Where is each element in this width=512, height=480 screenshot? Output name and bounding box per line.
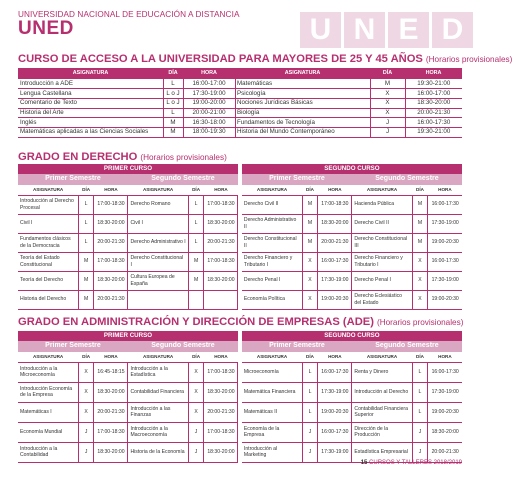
- subject-cell: Economía de la Empresa: [242, 422, 302, 442]
- table-cell: 16:00-17:00: [405, 89, 462, 99]
- subject-cell: Renta y Dinero: [352, 362, 412, 382]
- table-cell: J: [370, 127, 405, 137]
- day-cell: X: [188, 402, 204, 422]
- subject-cell: Economía Política: [242, 290, 302, 309]
- subject-cell: Derecho Financiero y Tributario I: [242, 252, 302, 271]
- time-cell: 17:00-18:30: [94, 195, 128, 214]
- col-header: DÍA: [370, 68, 405, 79]
- subject-cell: Introducción a la Contabilidad: [18, 442, 78, 462]
- subject-cell: Derecho Administrativo II: [242, 214, 302, 233]
- table-cell: 16:00-17:30: [405, 118, 462, 128]
- subject-cell: Derecho Constitucional III: [352, 233, 412, 252]
- subject-cell: Derecho Penal I: [242, 271, 302, 290]
- table-cell: L o J: [163, 89, 183, 99]
- table-row: [18, 79, 462, 89]
- col-header: HORA: [204, 185, 238, 195]
- subject-cell: Derecho Romano: [128, 195, 188, 214]
- time-cell: 18:30-20:00: [204, 271, 238, 290]
- table-cell: 16:30-18:00: [183, 118, 235, 128]
- subject-cell: Derecho Civil II: [352, 214, 412, 233]
- subject-cell: Introducción al Derecho Procesal: [18, 195, 78, 214]
- table-cell: Comentario de Texto: [18, 98, 163, 108]
- subject-cell: Derecho Constitucional II: [242, 233, 302, 252]
- time-cell: 16:45-18:15: [94, 362, 128, 382]
- semester-label: Segundo Semestre: [352, 341, 462, 352]
- table-cell: Psicología: [235, 89, 370, 99]
- semester-label: Primer Semestre: [242, 341, 352, 352]
- day-cell: X: [302, 290, 318, 309]
- time-cell: 18:30-20:00: [94, 382, 128, 402]
- table-cell: X: [370, 89, 405, 99]
- time-cell: 18:30-20:00: [204, 382, 238, 402]
- day-cell: M: [302, 233, 318, 252]
- day-cell: X: [302, 271, 318, 290]
- semester-label: Primer Semestre: [18, 174, 128, 185]
- day-cell: L: [188, 233, 204, 252]
- day-cell: X: [188, 362, 204, 382]
- table-row: [18, 290, 462, 309]
- subject-cell: Contabilidad Financiera Superior: [352, 402, 412, 422]
- day-cell: X: [412, 290, 428, 309]
- time-cell: 18:30-20:00: [204, 442, 238, 462]
- table-cell: 18:00-19:30: [183, 127, 235, 137]
- table-row: [18, 422, 462, 442]
- day-cell: X: [78, 402, 94, 422]
- time-cell: 18:30-20:00: [318, 214, 352, 233]
- time-cell: 18:30-20:00: [94, 442, 128, 462]
- col-header: DÍA: [412, 352, 428, 362]
- table-row: [18, 108, 462, 118]
- day-cell: X: [412, 271, 428, 290]
- table-cell: J: [370, 118, 405, 128]
- table-cell: 18:30-20:00: [405, 98, 462, 108]
- ade-table: [18, 331, 462, 463]
- day-cell: L: [302, 402, 318, 422]
- logo-letter: N: [344, 12, 385, 48]
- day-cell: M: [78, 252, 94, 271]
- table-cell: Matemáticas: [235, 79, 370, 89]
- table-cell: 20:00-21:30: [405, 108, 462, 118]
- subject-cell: Historia de la Economía: [128, 442, 188, 462]
- table-row: [18, 214, 462, 233]
- day-cell: M: [78, 290, 94, 309]
- day-cell: X: [78, 382, 94, 402]
- ade-title: [18, 316, 463, 328]
- ade-subtitle: (Horarios provisionales): [376, 318, 464, 327]
- time-cell: 18:30-20:00: [428, 422, 462, 442]
- table-row: [18, 127, 462, 137]
- subject-cell: Introducción al Marketing: [242, 442, 302, 462]
- time-cell: 16:00-17:30: [318, 252, 352, 271]
- time-cell: 19:00-20:30: [428, 290, 462, 309]
- subject-cell: Matemáticas I: [18, 402, 78, 422]
- subject-cell: [128, 290, 188, 309]
- table-cell: Matemáticas aplicadas a las Ciencias Sociales: [18, 127, 163, 137]
- semester-header-row: [18, 174, 462, 185]
- access-title: [18, 53, 512, 65]
- time-cell: 16:00-17:30: [428, 362, 462, 382]
- page-footer: [361, 460, 462, 466]
- logo-letter: E: [388, 12, 429, 48]
- subject-cell: Civil I: [18, 214, 78, 233]
- table-cell: 20:00-21:00: [183, 108, 235, 118]
- table-cell: 17:30-19:00: [183, 89, 235, 99]
- col-header: DÍA: [188, 352, 204, 362]
- derecho-title: [18, 151, 227, 163]
- time-cell: 20:00-21:30: [204, 402, 238, 422]
- day-cell: J: [188, 422, 204, 442]
- table-cell: M: [370, 79, 405, 89]
- subject-cell: Derecho Constitucional I: [128, 252, 188, 271]
- time-cell: 19:00-20:30: [318, 402, 352, 422]
- day-cell: J: [78, 442, 94, 462]
- col-header: DÍA: [78, 352, 94, 362]
- day-cell: L: [412, 362, 428, 382]
- table-cell: M: [163, 118, 183, 128]
- table-cell: 16:00-17:00: [183, 79, 235, 89]
- access-table: [18, 68, 462, 138]
- day-cell: M: [188, 271, 204, 290]
- table-cell: Historia del Mundo Contemporáneo: [235, 127, 370, 137]
- course-label: PRIMER CURSO: [18, 331, 238, 341]
- col-header: HORA: [94, 352, 128, 362]
- page-number: 15: [360, 460, 368, 466]
- time-cell: 18:30-20:00: [94, 271, 128, 290]
- subject-cell: Hacienda Pública: [352, 195, 412, 214]
- table-cell: Introducción a ADE: [18, 79, 163, 89]
- table-row: [18, 233, 462, 252]
- table-row: [18, 362, 462, 382]
- day-cell: L: [188, 195, 204, 214]
- footer-text: CURSOS Y TALLERES 2018/2019: [369, 460, 462, 466]
- col-header: ASIGNATURA: [242, 352, 302, 362]
- subject-cell: Derecho Civil II: [242, 195, 302, 214]
- subject-cell: Introducción Economía de la Empresa: [18, 382, 78, 402]
- subject-cell: Derecho Eclesiástico del Estado: [352, 290, 412, 309]
- semester-label: Segundo Semestre: [352, 174, 462, 185]
- subject-cell: Fundamentos clásicos de la Democracia: [18, 233, 78, 252]
- column-header-row: [18, 352, 462, 362]
- col-header: ASIGNATURA: [18, 352, 78, 362]
- course-label: SEGUNDO CURSO: [242, 164, 462, 174]
- time-cell: 18:30-20:00: [204, 214, 238, 233]
- table-cell: L: [163, 108, 183, 118]
- access-title-text: CURSO DE ACCESO A LA UNIVERSIDAD PARA MAYORES DE 25 Y 45 AÑOS: [18, 53, 423, 65]
- subject-cell: Introducción a las Finanzas: [128, 402, 188, 422]
- semester-label: Primer Semestre: [18, 341, 128, 352]
- time-cell: 20:00-21:30: [94, 290, 128, 309]
- semester-label: Segundo Semestre: [128, 174, 238, 185]
- col-header: DÍA: [302, 352, 318, 362]
- table-row: [18, 382, 462, 402]
- table-row: [18, 271, 462, 290]
- header-acronym: UNED: [18, 18, 74, 39]
- table-cell: Nociones Jurídicas Básicas: [235, 98, 370, 108]
- time-cell: 19:00-20:30: [428, 402, 462, 422]
- col-header: HORA: [94, 185, 128, 195]
- subject-cell: Introducción a la Macroeconomía: [128, 422, 188, 442]
- table-cell: L o J: [163, 98, 183, 108]
- time-cell: 17:00-18:30: [318, 195, 352, 214]
- logo-letter: U: [300, 12, 341, 48]
- derecho-subtitle: (Horarios provisionales): [140, 153, 227, 162]
- day-cell: L: [78, 214, 94, 233]
- time-cell: 16:00-17:30: [428, 252, 462, 271]
- logo-letter: D: [432, 12, 473, 48]
- day-cell: L: [302, 362, 318, 382]
- table-cell: Inglés: [18, 118, 163, 128]
- col-header: HORA: [204, 352, 238, 362]
- time-cell: 17:30-19:00: [318, 442, 352, 462]
- col-header: ASIGNATURA: [242, 185, 302, 195]
- subject-cell: Teoría del Derecho: [18, 271, 78, 290]
- col-header: DÍA: [78, 185, 94, 195]
- table-row: [18, 402, 462, 422]
- course-label: SEGUNDO CURSO: [242, 331, 462, 341]
- course-header-row: [18, 164, 462, 174]
- time-cell: 19:00-20:30: [428, 233, 462, 252]
- day-cell: X: [412, 252, 428, 271]
- access-subtitle: (Horarios provisionales): [425, 55, 512, 64]
- subject-cell: Economía Mundial: [18, 422, 78, 442]
- col-header: DÍA: [188, 185, 204, 195]
- subject-cell: Contabilidad Financiera: [128, 382, 188, 402]
- day-cell: L: [78, 195, 94, 214]
- col-header: DÍA: [412, 185, 428, 195]
- time-cell: 20:00-21:30: [94, 402, 128, 422]
- col-header: ASIGNATURA: [18, 185, 78, 195]
- subject-cell: Cultura Europea de España: [128, 271, 188, 290]
- time-cell: 17:30-19:00: [428, 382, 462, 402]
- table-cell: X: [370, 108, 405, 118]
- day-cell: J: [412, 422, 428, 442]
- derecho-table: [18, 164, 462, 310]
- day-cell: X: [78, 362, 94, 382]
- time-cell: 20:00-21:30: [204, 233, 238, 252]
- time-cell: 17:30-19:00: [318, 271, 352, 290]
- col-header: ASIGNATURA: [235, 68, 370, 79]
- course-header-row: [18, 331, 462, 341]
- table-row: [18, 89, 462, 99]
- col-header: ASIGNATURA: [18, 68, 163, 79]
- time-cell: 17:30-19:00: [428, 271, 462, 290]
- day-cell: M: [188, 252, 204, 271]
- time-cell: 17:00-18:30: [204, 362, 238, 382]
- day-cell: J: [302, 442, 318, 462]
- table-row: [18, 98, 462, 108]
- col-header: HORA: [405, 68, 462, 79]
- table-cell: Fundamentos de Tecnología: [235, 118, 370, 128]
- subject-cell: Derecho Financiero y Tributario I: [352, 252, 412, 271]
- day-cell: X: [302, 252, 318, 271]
- ade-title-text: GRADO EN ADMINISTRACIÓN Y DIRECCIÓN DE EMPRESAS (ADE): [18, 316, 374, 328]
- subject-cell: Introducción a la Microeconomía: [18, 362, 78, 382]
- semester-header-row: [18, 341, 462, 352]
- table-cell: X: [370, 98, 405, 108]
- subject-cell: Teoría del Estado Constitucional: [18, 252, 78, 271]
- subject-cell: Microeconomía: [242, 362, 302, 382]
- time-cell: [204, 290, 238, 309]
- time-cell: 20:00-21:30: [94, 233, 128, 252]
- table-cell: Historia del Arte: [18, 108, 163, 118]
- uned-logo: [300, 12, 473, 48]
- table-cell: Biología: [235, 108, 370, 118]
- table-row: [18, 118, 462, 128]
- table-row: [18, 252, 462, 271]
- subject-cell: Civil I: [128, 214, 188, 233]
- col-header: HORA: [183, 68, 235, 79]
- time-cell: 17:30-19:00: [428, 214, 462, 233]
- time-cell: 16:00-17:30: [318, 362, 352, 382]
- day-cell: J: [302, 422, 318, 442]
- table-cell: 19:30-21:00: [405, 79, 462, 89]
- subject-cell: Derecho Administrativo I: [128, 233, 188, 252]
- time-cell: 17:00-18:30: [94, 252, 128, 271]
- col-header: ASIGNATURA: [352, 352, 412, 362]
- time-cell: 20:00-21:30: [318, 233, 352, 252]
- day-cell: X: [188, 382, 204, 402]
- divider: [18, 137, 462, 138]
- day-cell: L: [188, 214, 204, 233]
- col-header: DÍA: [302, 185, 318, 195]
- col-header: HORA: [318, 352, 352, 362]
- access-header-row: [18, 68, 462, 79]
- time-cell: 17:30-19:00: [318, 382, 352, 402]
- subject-cell: Matemáticas II: [242, 402, 302, 422]
- subject-cell: Matemática Financiera: [242, 382, 302, 402]
- day-cell: [188, 290, 204, 309]
- time-cell: 16:00-17:30: [428, 195, 462, 214]
- day-cell: J: [78, 422, 94, 442]
- subject-cell: Introducción al Derecho: [352, 382, 412, 402]
- time-cell: 18:30-20:00: [94, 214, 128, 233]
- day-cell: L: [412, 402, 428, 422]
- day-cell: L: [412, 382, 428, 402]
- day-cell: M: [412, 233, 428, 252]
- time-cell: 16:00-17:30: [318, 422, 352, 442]
- table-cell: Lengua Castellana: [18, 89, 163, 99]
- col-header: DÍA: [163, 68, 183, 79]
- day-cell: M: [302, 214, 318, 233]
- subject-cell: Introducción a la Estadística: [128, 362, 188, 382]
- table-row: [18, 195, 462, 214]
- day-cell: M: [78, 271, 94, 290]
- col-header: ASIGNATURA: [128, 185, 188, 195]
- table-row: [18, 442, 462, 462]
- subject-cell: Dirección de la Producción: [352, 422, 412, 442]
- semester-label: Primer Semestre: [242, 174, 352, 185]
- day-cell: M: [302, 195, 318, 214]
- table-cell: 19:30-21:00: [405, 127, 462, 137]
- col-header: HORA: [318, 185, 352, 195]
- subject-cell: Historia del Derecho: [18, 290, 78, 309]
- col-header: ASIGNATURA: [352, 185, 412, 195]
- time-cell: 17:00-18:30: [94, 422, 128, 442]
- table-cell: M: [163, 127, 183, 137]
- table-cell: L: [163, 79, 183, 89]
- day-cell: J: [188, 442, 204, 462]
- day-cell: M: [412, 214, 428, 233]
- day-cell: J: [412, 442, 428, 462]
- time-cell: 17:00-18:30: [204, 252, 238, 271]
- subject-cell: Estadística Empresarial: [352, 442, 412, 462]
- derecho-title-text: GRADO EN DERECHO: [18, 151, 138, 163]
- column-header-row: [18, 185, 462, 195]
- course-label: PRIMER CURSO: [18, 164, 238, 174]
- time-cell: 19:00-20:30: [318, 290, 352, 309]
- time-cell: 20:00-21:30: [428, 442, 462, 462]
- day-cell: L: [78, 233, 94, 252]
- col-header: ASIGNATURA: [128, 352, 188, 362]
- day-cell: L: [302, 382, 318, 402]
- time-cell: 17:00-18:30: [204, 195, 238, 214]
- time-cell: 17:00-18:30: [204, 422, 238, 442]
- day-cell: M: [412, 195, 428, 214]
- col-header: HORA: [428, 185, 462, 195]
- header-university: UNIVERSIDAD NACIONAL DE EDUCACIÓN A DISTANCIA: [18, 10, 240, 19]
- col-header: HORA: [428, 352, 462, 362]
- semester-label: Segundo Semestre: [128, 341, 238, 352]
- subject-cell: Derecho Penal I: [352, 271, 412, 290]
- table-cell: 19:00-20:00: [183, 98, 235, 108]
